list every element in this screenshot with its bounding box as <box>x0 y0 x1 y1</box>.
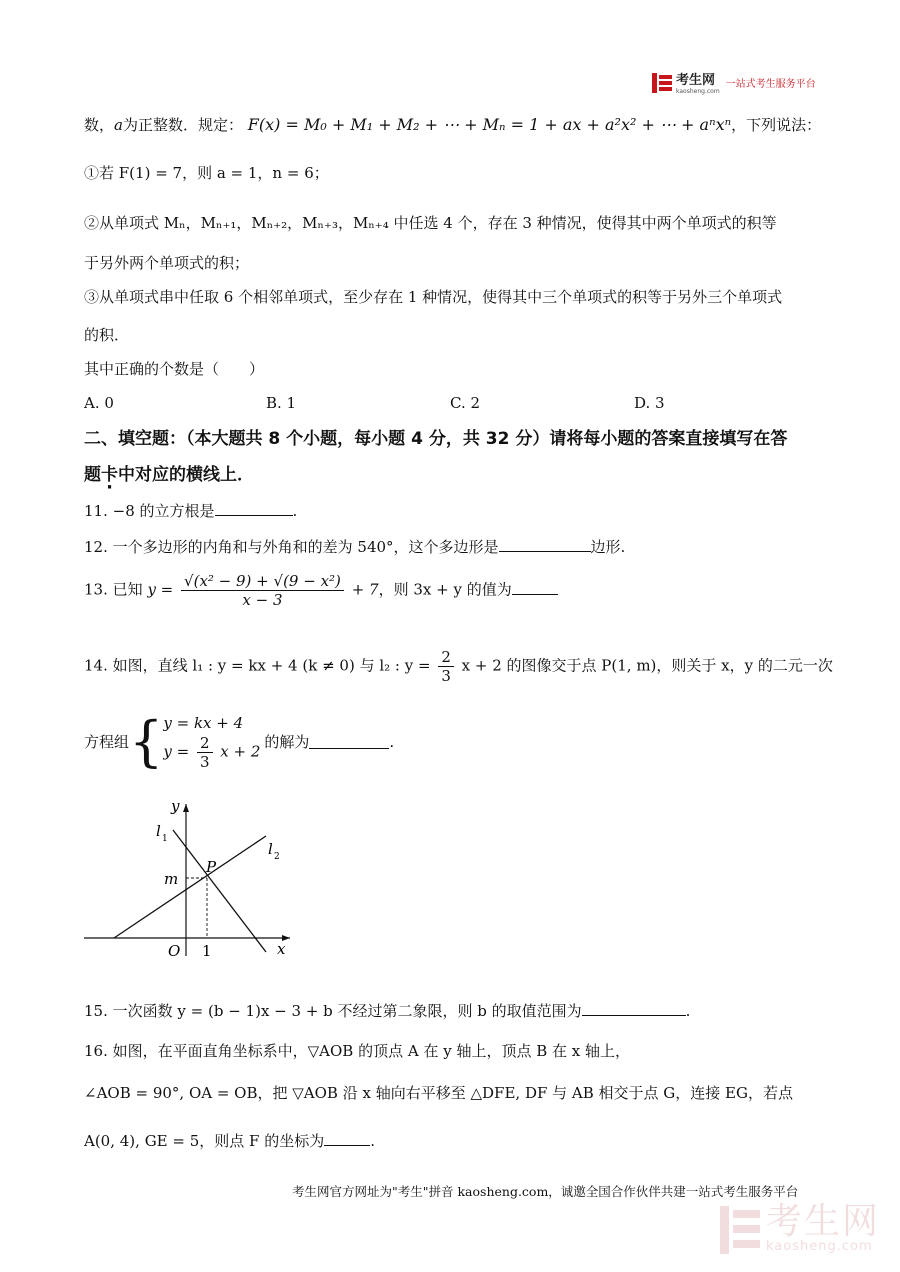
q14-eq1: y = kx + 4 <box>163 714 244 732</box>
q16-line3 <box>84 1130 375 1151</box>
logo-sub: kaosheng.com <box>676 88 720 95</box>
label-l1: l <box>156 822 161 840</box>
q14-eq2-pre: y = <box>163 742 190 761</box>
q13-denominator: x − 3 <box>242 591 283 609</box>
label-l2: l <box>268 840 273 858</box>
q15-text: 一次函数 y = (b − 1)x − 3 + b 不经过第二象限，则 b 的取值范围为 <box>112 1002 582 1020</box>
q10-line1-mid: 为正整数．规定： <box>122 116 243 134</box>
section2-heading-line2 <box>84 460 254 485</box>
label-x: x <box>277 940 286 958</box>
logo-slogan: 一站式考生服务平台 <box>725 79 816 90</box>
q10-var-a: a <box>114 116 123 134</box>
q10-option-c: C. 2 <box>450 394 481 412</box>
q14-frac-den: 3 <box>441 667 451 685</box>
label-one: 1 <box>202 942 212 960</box>
q10-line1-pre: 数， <box>84 116 115 134</box>
line-l1 <box>173 830 266 952</box>
y-axis-arrow-icon <box>183 804 189 812</box>
q10-option-d: D. 3 <box>634 394 665 412</box>
q15-number: 15. <box>84 1002 108 1020</box>
q10-ask: 其中正确的个数是（ ） <box>84 360 265 378</box>
q13-fraction <box>181 572 344 609</box>
q10-line1 <box>84 114 821 135</box>
section2-word-ti: 题 <box>84 465 101 485</box>
q11-text: −8 的立方根是 <box>112 502 215 520</box>
q14-line1 <box>84 648 833 685</box>
q16-line1 <box>84 1040 630 1061</box>
q10-line1-post: ，下列说法： <box>731 116 822 134</box>
q16-line1-text: 如图，在平面直角坐标系中，▽AOB 的顶点 A 在 y 轴上，顶点 B 在 x 轴上， <box>112 1042 631 1060</box>
q10-option-b: B. 1 <box>266 394 297 412</box>
q14-eq2-frac-num: 2 <box>197 734 213 753</box>
q13-y-eq: y = <box>147 580 174 599</box>
label-l1-sub: 1 <box>162 834 168 844</box>
q14-eq2-fraction <box>197 734 213 771</box>
q14-answer-blank[interactable] <box>309 734 389 749</box>
label-m: m <box>164 870 179 888</box>
header-logo <box>652 70 816 95</box>
q13 <box>84 572 558 609</box>
q15 <box>84 1000 690 1021</box>
q11-end: . <box>292 502 298 520</box>
q13-tail: + 7 <box>351 580 379 599</box>
q10-statement-3-line2: 的积． <box>84 326 130 344</box>
q16-line2: ∠AOB = 90°, OA = OB，把 ▽AOB 沿 x 轴向右平移至 △DFE, DF 与 AB 相交于点 G，连接 EG，若点 <box>84 1084 793 1102</box>
q13-number: 13. <box>84 580 108 599</box>
q14-eq2 <box>163 734 260 771</box>
q15-end: . <box>685 1002 691 1020</box>
watermark-logo-icon <box>720 1206 760 1254</box>
q12-end: 边形. <box>590 538 626 556</box>
q14-post: 的解为 <box>264 733 310 751</box>
q13-answer-blank[interactable] <box>512 580 558 595</box>
q10-statement-1: ①若 F(1) = 7，则 a = 1，n = 6； <box>84 164 329 182</box>
label-origin: O <box>168 942 181 960</box>
q14-eq2-post: x + 2 <box>220 742 261 761</box>
q14-eq2-frac-den: 3 <box>199 753 210 771</box>
q14-fraction <box>438 648 454 685</box>
q14-system-label: 方程组 <box>84 733 130 751</box>
section2-rest: 中对应的横线上． <box>118 465 254 485</box>
q10-statement-3-line1: ③从单项式串中任取 6 个相邻单项式，至少存在 1 种情况，使得其中三个单项式的积等于另外三个单项式 <box>84 288 783 306</box>
q14-number: 14. <box>84 656 108 675</box>
q14-system <box>163 712 260 771</box>
q14-end: . <box>389 732 395 751</box>
q14-figure <box>80 796 300 962</box>
logo-text: 考生网 <box>676 73 716 88</box>
q16-number: 16. <box>84 1042 108 1060</box>
q13-numerator: √(x² − 9) + √(9 − x²) <box>181 572 344 591</box>
kaosheng-logo-icon <box>652 73 672 93</box>
watermark-text: 考生网 <box>766 1201 881 1242</box>
section2-word-ka: 卡 <box>101 465 118 485</box>
q16-line3-text: A(0, 4), GE = 5，则点 F 的坐标为 <box>84 1132 325 1150</box>
q12-number: 12. <box>84 538 108 556</box>
q11-answer-blank[interactable] <box>215 501 293 516</box>
q12-text: 一个多边形的内角和与外角和的差为 540°，这个多边形是 <box>112 538 499 556</box>
label-y: y <box>171 797 180 815</box>
q13-pre: 已知 <box>112 580 143 599</box>
q10-option-a: A. 0 <box>84 394 114 412</box>
q10-statement-2-line1: ②从单项式 Mₙ，Mₙ₊₁，Mₙ₊₂，Mₙ₊₃，Mₙ₊₄ 中任选 4 个，存在 3 种情况，使得其中两个单项式的积等 <box>84 214 777 232</box>
q12-answer-blank[interactable] <box>499 537 591 552</box>
q11 <box>84 500 297 521</box>
q16-end: . <box>370 1132 376 1150</box>
q14-line2 <box>84 709 395 773</box>
q14-brace: { <box>129 709 164 773</box>
watermark <box>720 1201 881 1254</box>
footer-text: 考生网官方网址为"考生"拼音 kaosheng.com，诚邀全国合作伙伴共建一站式考生服务平台 <box>292 1184 799 1199</box>
q10-formula: F(x) = M₀ + M₁ + M₂ + ⋯ + Mₙ = 1 + ax + a²x² + ⋯ + aⁿxⁿ <box>247 115 732 134</box>
q12 <box>84 536 625 557</box>
q15-answer-blank[interactable] <box>582 1001 686 1016</box>
watermark-sub: kaosheng.com <box>766 1239 873 1254</box>
q10-statement-2-line2: 于另外两个单项式的积； <box>84 254 250 272</box>
q11-number: 11. <box>84 502 108 520</box>
q13-post: ，则 3x + y 的值为 <box>378 580 512 599</box>
label-l2-sub: 2 <box>274 852 280 862</box>
q14-mid: x + 2 的图像交于点 P(1, m)，则关于 x，y 的二元一次 <box>461 656 833 675</box>
q14-frac-num: 2 <box>438 648 454 667</box>
label-p: P <box>206 858 217 876</box>
q16-answer-blank[interactable] <box>324 1131 370 1146</box>
section2-heading-line1: 二、填空题：（本大题共 8 个小题，每小题 4 分，共 32 分）请将每小题的答案直接填写在答 <box>84 429 788 449</box>
q14-pre: 如图，直线 l₁ : y = kx + 4 (k ≠ 0) 与 l₂ : y = <box>112 656 431 675</box>
